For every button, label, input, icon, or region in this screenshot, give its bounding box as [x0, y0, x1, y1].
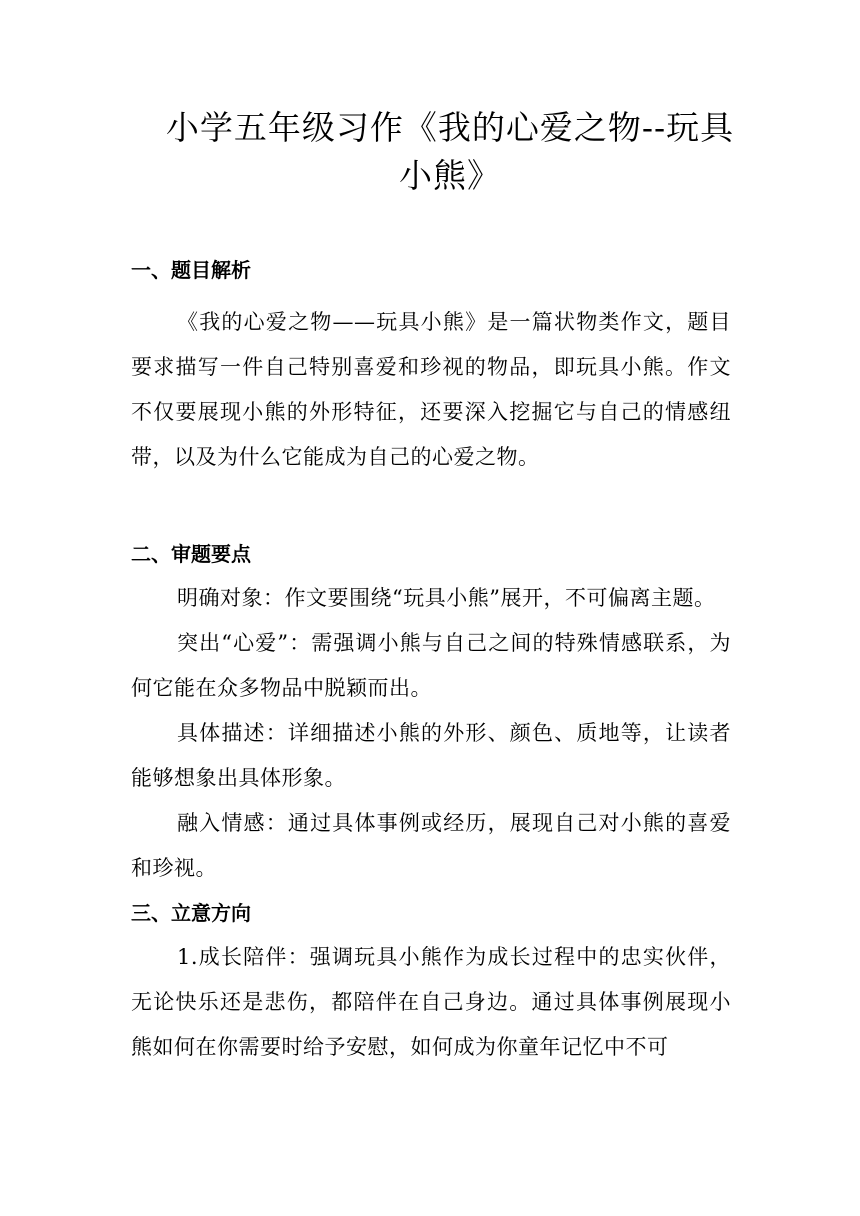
document-title: 小学五年级习作《我的心爱之物--玩具小熊》 [165, 108, 735, 195]
section-key-points [131, 532, 731, 891]
paragraph: 具体描述：详细描述小熊的外形、颜色、质地等，让读者能够想象出具体形象。 [131, 721, 731, 790]
section-heading: 二、审题要点 [131, 542, 251, 566]
section-title-analysis [131, 248, 731, 480]
paragraph: 明确对象：作文要围绕“玩具小熊”展开，不可偏离主题。 [177, 586, 716, 610]
section-theme-direction [131, 891, 731, 1070]
paragraph: 突出“心爱”：需强调小熊与自己之间的特殊情感联系，为何它能在众多物品中脱颖而出。 [131, 631, 731, 700]
paragraph: 《我的心爱之物——玩具小熊》是一篇状物类作文，题目要求描写一件自己特别喜爱和珍视的物品，即玩具小熊。作文不仅要展现小熊的外形特征，还要深入挖掘它与自己的情感纽带，以及为什么它能成为自己的心爱之物。 [131, 310, 731, 469]
section-heading: 三、立意方向 [131, 901, 251, 925]
section-heading: 一、题目解析 [131, 258, 251, 282]
document-body [131, 248, 731, 1070]
paragraph: 融入情感：通过具体事例或经历，展现自己对小熊的喜爱和珍视。 [131, 811, 731, 880]
paragraph: 1.成长陪伴：强调玩具小熊作为成长过程中的忠实伙伴，无论快乐还是悲伤，都陪伴在自己身边。通过具体事例展现小熊如何在你需要时给予安慰，如何成为你童年记忆中不可 [131, 945, 731, 1059]
